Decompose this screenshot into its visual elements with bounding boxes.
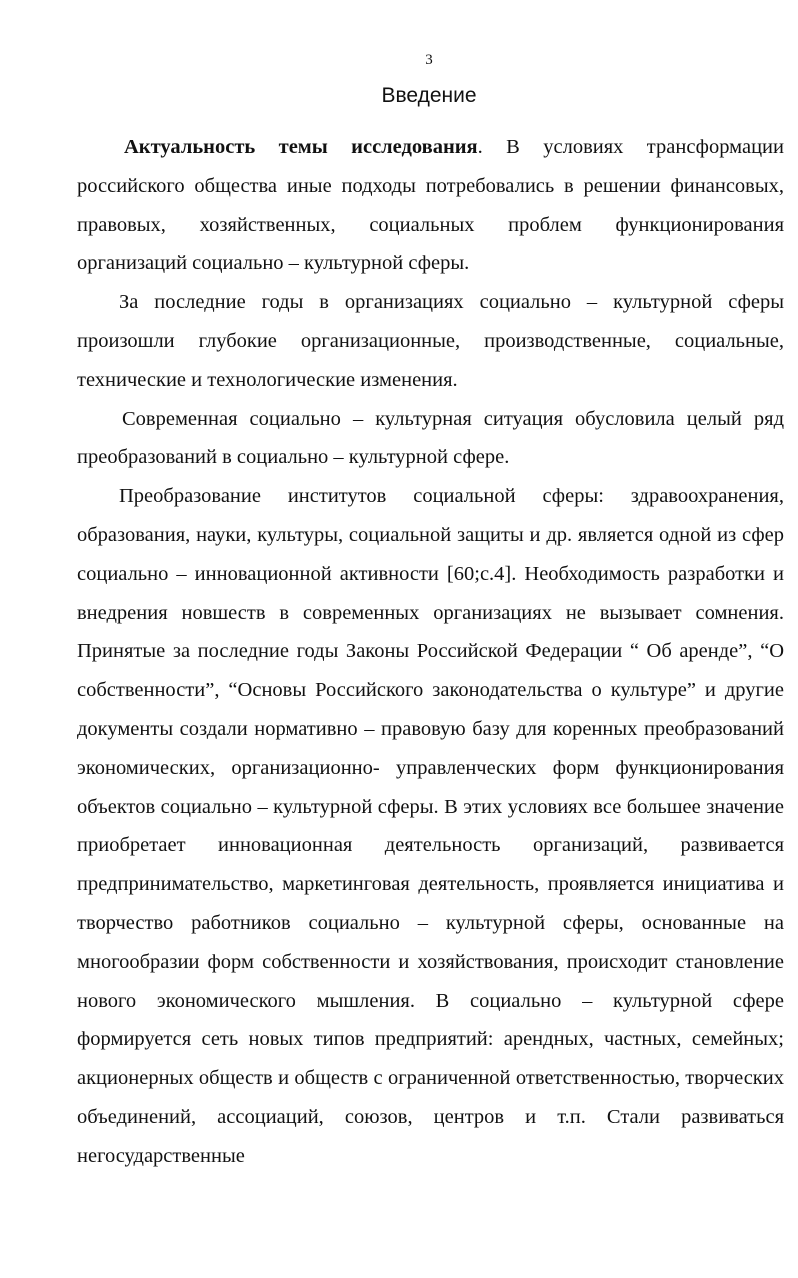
situation-text: Современная социально – культурная ситуация обусловила целый ряд преобразований в социально – культурной сфере. [77, 407, 784, 469]
relevance-text: . В условиях трансформации российского общества иные подходы потребовались в решении финансовых, правовых, хозяйственных, социальных проблем функционирования организаций социально – культурной сферы. [77, 136, 784, 275]
relevance-lead: Актуальность темы исследования [124, 136, 478, 158]
paragraph-situation [77, 400, 784, 478]
changes-text: За последние годы в организациях социально – культурной сферы произошли глубокие организационные, производственные, социальные, технические и технологические изменения. [77, 291, 784, 391]
paragraph-relevance [77, 128, 784, 283]
page-number: 3 [425, 52, 433, 68]
body-text [77, 128, 784, 1176]
section-heading: Введение [381, 84, 477, 107]
paragraph-transformation [77, 477, 784, 1175]
transformation-text: Преобразование институтов социальной сферы: здравоохранения, образования, науки, культуры, социальной защиты и др. является одной из сфер социально – инновационной активности [60;с.4]. Необходимость разработки и внедрения новшеств в современных организациях не вызывает сомнения. Принятые за последние годы Законы Российской Федерации “ Об аренде”, “О собственности”, “Основы Российского законодательства о культуре” и другие документы создали нормативно – правовую базу для коренных преобразований экономических, организационно- управленческих форм функционирования объектов социально – культурной сферы. В этих условиях все большее значение приобретает инновационная деятельность организаций, развивается предпринимательство, маркетинговая деятельность, проявляется инициатива и творчество работников социально – культурной сферы, основанные на многообразии форм собственности и хозяйствования, происходит становление нового экономического мышления. В социально – культурной сфере формируется сеть новых типов предприятий: арендных, частных, семейных; акционерных обществ и обществ с ограниченной ответственностью, творческих объединений, ассоциаций, союзов, центров и т.п. Стали развиваться негосударственные [77, 485, 784, 1167]
paragraph-changes [77, 283, 784, 399]
